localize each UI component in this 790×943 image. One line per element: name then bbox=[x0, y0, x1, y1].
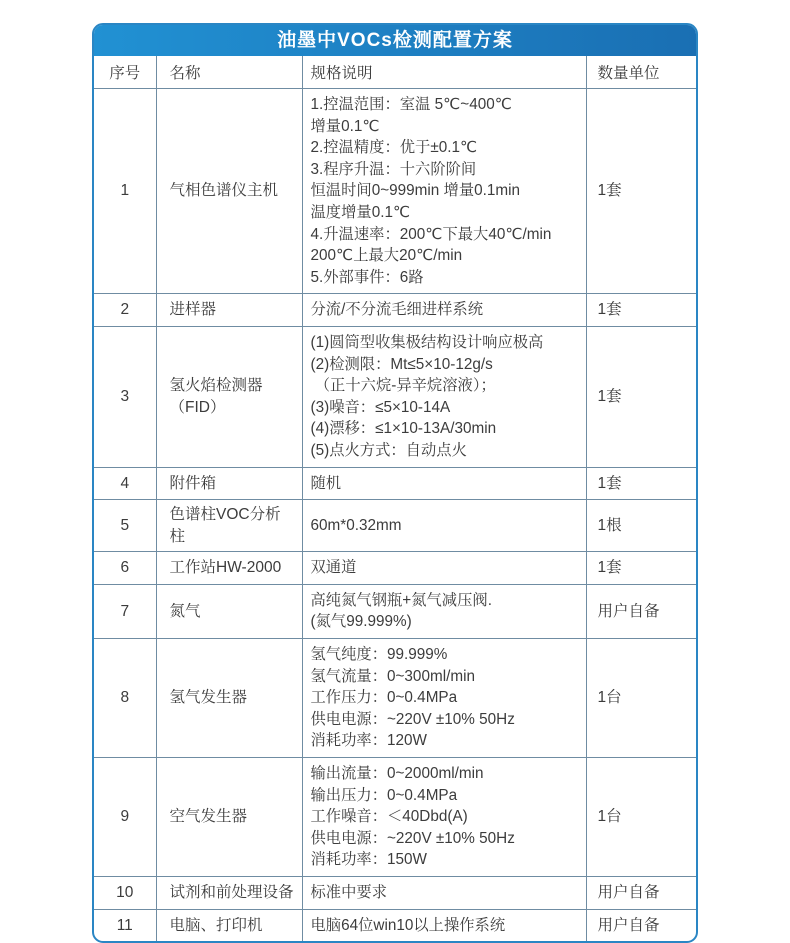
header-no: 序号 bbox=[94, 56, 156, 89]
item-spec bbox=[302, 584, 586, 638]
item-name: 氢火焰检测器（FID） bbox=[156, 326, 302, 467]
spec-line: （正十六烷-异辛烷溶液）； bbox=[310, 377, 496, 395]
item-spec bbox=[302, 294, 586, 327]
item-spec bbox=[302, 552, 586, 585]
row-number: 4 bbox=[94, 467, 156, 500]
table-row bbox=[94, 909, 696, 941]
spec-line: 消耗功率：120W bbox=[310, 732, 427, 750]
table-row bbox=[94, 500, 696, 552]
item-name: 进样器 bbox=[156, 294, 302, 327]
row-number: 7 bbox=[94, 584, 156, 638]
table-row bbox=[94, 639, 696, 758]
spec-table bbox=[94, 56, 696, 941]
spec-line: 氢气纯度：99.999% bbox=[310, 646, 448, 664]
spec-line: 输出压力：0~0.4MPa bbox=[310, 786, 458, 804]
spec-line: 供电电源：~220V ±10% 50Hz bbox=[310, 710, 515, 728]
item-spec bbox=[302, 467, 586, 500]
item-name: 附件箱 bbox=[156, 467, 302, 500]
spec-line: 3.程序升温：十六阶阶间 bbox=[310, 160, 477, 178]
table-row bbox=[94, 758, 696, 877]
header-qty: 数量单位 bbox=[586, 56, 696, 89]
spec-line: 4.升温速率：200℃下最大40℃/min bbox=[310, 225, 552, 243]
spec-line: 输出流量：0~2000ml/min bbox=[310, 765, 484, 783]
item-qty: 用户自备 bbox=[586, 877, 696, 910]
item-name: 空气发生器 bbox=[156, 758, 302, 877]
item-qty: 1套 bbox=[586, 326, 696, 467]
row-number: 2 bbox=[94, 294, 156, 327]
item-name: 电脑、打印机 bbox=[156, 909, 302, 941]
spec-line: 电脑64位win10以上操作系统 bbox=[310, 916, 506, 934]
page-title: 油墨中VOCs检测配置方案 bbox=[94, 25, 696, 56]
spec-line: (5)点火方式：自动点火 bbox=[310, 441, 467, 459]
spec-line: 双通道 bbox=[310, 559, 357, 577]
spec-line: 标准中要求 bbox=[310, 884, 387, 901]
item-qty: 1根 bbox=[586, 500, 696, 552]
spec-line: 5.外部事件：6路 bbox=[310, 268, 424, 286]
row-number: 8 bbox=[94, 639, 156, 758]
row-number: 1 bbox=[94, 89, 156, 294]
item-name: 氮气 bbox=[156, 584, 302, 638]
item-spec bbox=[302, 639, 586, 758]
table-row bbox=[94, 467, 696, 500]
table-row bbox=[94, 552, 696, 585]
item-qty: 1套 bbox=[586, 467, 696, 500]
spec-line: (氮气99.999%) bbox=[310, 613, 412, 631]
spec-line: 分流/不分流毛细进样系统 bbox=[310, 301, 484, 319]
spec-line: 工作噪音：＜40Dbd(A) bbox=[310, 808, 468, 826]
item-name: 色谱柱VOC分析柱 bbox=[156, 500, 302, 552]
table-row bbox=[94, 584, 696, 638]
row-number: 6 bbox=[94, 552, 156, 585]
item-name: 气相色谱仪主机 bbox=[156, 89, 302, 294]
row-number: 5 bbox=[94, 500, 156, 552]
item-qty: 1台 bbox=[586, 758, 696, 877]
spec-line: (1)圆筒型收集极结构设计响应极高 bbox=[310, 333, 544, 351]
item-qty: 1套 bbox=[586, 89, 696, 294]
spec-line: 2.控温精度：优于±0.1℃ bbox=[310, 139, 478, 157]
header-name: 名称 bbox=[156, 56, 302, 89]
spec-line: (4)漂移：≤1×10-13A/30min bbox=[310, 420, 497, 438]
item-spec bbox=[302, 326, 586, 467]
table-row bbox=[94, 326, 696, 467]
spec-line: 温度增量0.1℃ bbox=[310, 203, 411, 221]
item-qty: 1台 bbox=[586, 639, 696, 758]
item-spec bbox=[302, 909, 586, 941]
header-spec: 规格说明 bbox=[302, 56, 586, 89]
row-number: 11 bbox=[94, 909, 156, 941]
spec-line: 高纯氮气钢瓶+氮气减压阀. bbox=[310, 591, 492, 609]
item-spec bbox=[302, 758, 586, 877]
spec-line: 随机 bbox=[310, 474, 342, 492]
spec-line: 恒温时间0~999min 增量0.1min bbox=[310, 182, 521, 200]
row-number: 10 bbox=[94, 877, 156, 910]
spec-line: 供电电源：~220V ±10% 50Hz bbox=[310, 829, 515, 847]
spec-line: (3)噪音：≤5×10-14A bbox=[310, 398, 451, 416]
item-name: 工作站HW-2000 bbox=[156, 552, 302, 585]
spec-line: 工作压力：0~0.4MPa bbox=[310, 689, 458, 707]
table-body bbox=[94, 89, 696, 942]
table-row bbox=[94, 294, 696, 327]
row-number: 3 bbox=[94, 326, 156, 467]
row-number: 9 bbox=[94, 758, 156, 877]
item-spec bbox=[302, 877, 586, 910]
table-row bbox=[94, 877, 696, 910]
spec-table-card bbox=[92, 23, 698, 943]
spec-line: 60m*0.32mm bbox=[310, 516, 402, 534]
item-qty: 1套 bbox=[586, 552, 696, 585]
item-spec bbox=[302, 500, 586, 552]
item-name: 试剂和前处理设备 bbox=[156, 877, 302, 910]
item-qty: 用户自备 bbox=[586, 909, 696, 941]
spec-line: 200℃上最大20℃/min bbox=[310, 247, 463, 265]
header-row bbox=[94, 56, 696, 89]
table-row bbox=[94, 89, 696, 294]
spec-line: 消耗功率：150W bbox=[310, 851, 427, 869]
item-qty: 1套 bbox=[586, 294, 696, 327]
item-name: 氢气发生器 bbox=[156, 639, 302, 758]
spec-line: 1.控温范围：室温 5℃~400℃ bbox=[310, 96, 512, 113]
item-spec bbox=[302, 89, 586, 294]
spec-line: 氢气流量：0~300ml/min bbox=[310, 667, 475, 685]
spec-line: (2)检测限：Mt≤5×10-12g/s bbox=[310, 355, 493, 373]
spec-line: 增量0.1℃ bbox=[310, 117, 380, 135]
item-qty: 用户自备 bbox=[586, 584, 696, 638]
